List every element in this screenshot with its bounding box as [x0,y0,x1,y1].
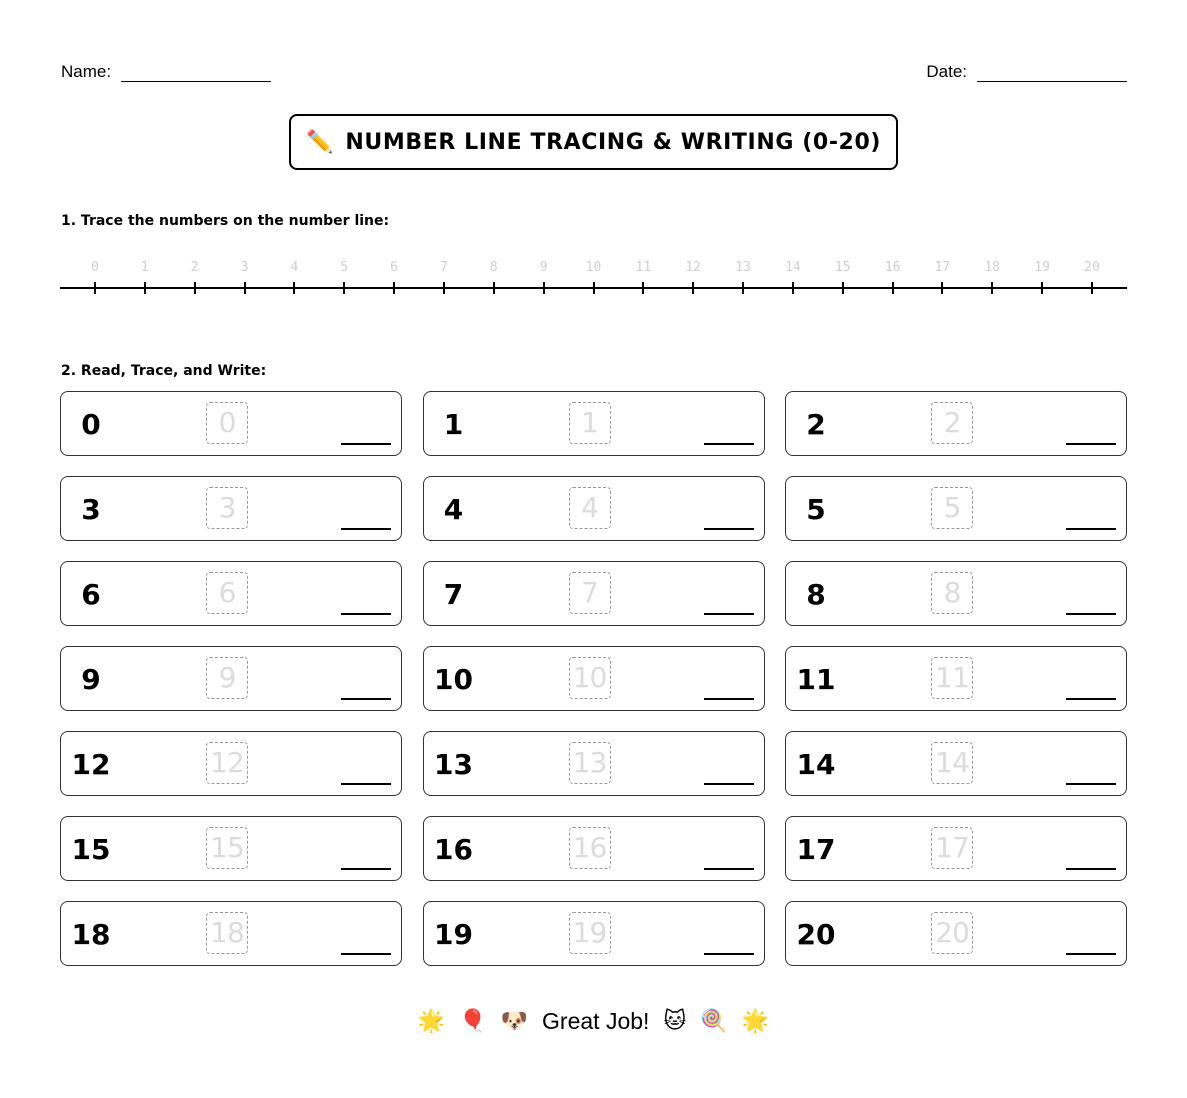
write-line[interactable] [341,953,391,955]
practice-card [60,561,402,626]
trace-box[interactable]: 17 [931,827,973,869]
write-line[interactable] [1066,613,1116,615]
number-line-tick [941,282,943,294]
number-line-tick [194,282,196,294]
number-line-tick-label: 11 [635,260,652,275]
write-line[interactable] [704,528,754,530]
number-line-tick-label: 2 [190,260,199,275]
number-line-tick-label: 9 [539,260,548,275]
write-line[interactable] [341,783,391,785]
number-line-tick-label: 0 [91,260,99,275]
number-line-tick-label: 5 [340,260,349,275]
write-line[interactable] [1066,443,1116,445]
number-line-tick [543,282,545,294]
practice-card [423,476,765,541]
number-display: 3 [81,493,101,526]
number-display: 11 [796,663,836,696]
number-line-tick [991,282,993,294]
trace-box[interactable]: 9 [206,657,248,699]
number-line-tick [343,282,345,294]
trace-box[interactable]: 14 [931,742,973,784]
practice-card [785,476,1127,541]
sparkle-star-icon: 🌟 [741,1009,770,1034]
number-display: 10 [434,663,473,696]
practice-card [785,731,1127,796]
write-line[interactable] [341,528,391,530]
trace-box[interactable]: 2 [931,402,973,444]
name-blank-line[interactable] [121,62,271,82]
pencil-icon: ✏️ [305,129,334,155]
number-line-tick [443,282,445,294]
number-display: 13 [434,748,473,781]
number-line-tick-label: 17 [934,260,951,275]
practice-card [60,816,402,881]
number-display: 7 [443,578,464,611]
number-display: 20 [796,918,836,951]
trace-box[interactable]: 6 [206,572,248,614]
number-line-tick [692,282,694,294]
number-line-tick [94,282,96,294]
number-line-tick [642,282,644,294]
trace-box[interactable]: 12 [206,742,248,784]
number-line-tick-label: 18 [984,260,1001,275]
trace-box[interactable]: 4 [569,487,611,529]
practice-card [423,731,765,796]
trace-box[interactable]: 13 [569,742,611,784]
practice-card [60,901,402,966]
date-blank-line[interactable] [977,62,1127,82]
number-display: 19 [434,918,473,951]
number-line-tick-label: 12 [685,260,702,275]
title-text: NUMBER LINE TRACING & WRITING (0-20) [345,129,882,155]
number-display: 16 [434,833,473,866]
number-line-tick-label: 10 [585,260,602,275]
write-line[interactable] [704,783,754,785]
number-line-tick [244,282,246,294]
number-display: 15 [71,833,111,866]
practice-card [785,646,1127,711]
sparkle-star-icon: 🌟 [417,1009,446,1034]
practice-card [60,731,402,796]
number-display: 0 [81,408,101,441]
number-line-tick-label: 16 [884,260,901,275]
write-line[interactable] [704,443,754,445]
great-job-text: Great Job! [542,1008,650,1034]
number-line-tick-label: 13 [735,260,751,275]
trace-box[interactable]: 1 [569,402,611,444]
number-line-tick [1041,282,1043,294]
cat-face-icon: 🐱 [663,1009,687,1034]
write-line[interactable] [704,868,754,870]
practice-card [60,646,402,711]
write-line[interactable] [341,443,391,445]
number-line-tick-label: 4 [290,260,299,275]
trace-box[interactable]: 3 [206,487,248,529]
number-display: 14 [796,748,836,781]
write-line[interactable] [1066,698,1116,700]
date-field [926,62,1127,82]
number-line-tick [144,282,146,294]
trace-box[interactable]: 16 [569,827,611,869]
trace-box[interactable]: 7 [569,572,611,614]
practice-card [423,901,765,966]
number-line-tick [842,282,844,294]
write-line[interactable] [704,953,754,955]
trace-box[interactable]: 15 [206,827,248,869]
practice-card [423,816,765,881]
practice-card [423,391,765,456]
trace-box[interactable]: 20 [931,912,973,954]
number-line-tick-label: 3 [240,260,249,275]
number-display: 5 [806,493,826,526]
number-line-tick [1091,282,1093,294]
number-display: 12 [71,748,111,781]
number-line-tick [892,282,894,294]
write-line[interactable] [704,613,754,615]
number-line-tick-label: 14 [785,260,801,275]
write-line[interactable] [341,868,391,870]
number-line-tick [593,282,595,294]
write-line[interactable] [341,613,391,615]
trace-box[interactable]: 19 [569,912,611,954]
worksheet-title [289,114,898,170]
header-row [61,62,1127,86]
name-label: Name: [61,62,112,81]
section-2-label: 2. Read, Trace, and Write: [61,363,267,379]
number-line-tick-label: 7 [440,260,448,275]
practice-card [785,561,1127,626]
balloon-icon: 🎈 [459,1009,487,1034]
trace-box[interactable]: 5 [931,487,973,529]
lollipop-icon: 🍭 [700,1009,728,1034]
footer-message [0,1008,1187,1035]
practice-card [423,646,765,711]
trace-box[interactable]: 0 [206,402,248,444]
number-line [60,258,1127,298]
number-line-tick-label: 1 [140,260,149,275]
write-line[interactable] [1066,953,1116,955]
number-line-tick-label: 20 [1084,260,1100,275]
trace-box[interactable]: 11 [931,657,973,699]
practice-grid [60,391,1127,966]
write-line[interactable] [1066,783,1116,785]
number-line-tick [293,282,295,294]
number-line-tick [393,282,395,294]
number-display: 4 [443,493,464,526]
date-label: Date: [926,62,967,81]
practice-card [60,391,402,456]
number-line-tick-label: 19 [1034,260,1050,275]
number-line-tick-label: 8 [489,260,498,275]
section-1-label: 1. Trace the numbers on the number line: [61,213,390,229]
number-display: 17 [796,833,836,866]
write-line[interactable] [1066,868,1116,870]
number-line-tick [742,282,744,294]
trace-box[interactable]: 18 [206,912,248,954]
number-display: 8 [806,578,826,611]
number-display: 9 [81,663,101,696]
number-display: 1 [443,408,464,441]
number-line-tick [493,282,495,294]
dog-face-icon: 🐶 [500,1009,529,1034]
name-field [61,62,271,82]
number-line-tick-label: 6 [390,260,398,275]
number-line-tick-label: 15 [834,260,851,275]
practice-card [785,816,1127,881]
practice-card [60,476,402,541]
practice-card [423,561,765,626]
trace-box[interactable]: 10 [569,657,611,699]
number-display: 6 [81,578,101,611]
write-line[interactable] [1066,528,1116,530]
number-line-tick [792,282,794,294]
write-line[interactable] [341,698,391,700]
practice-card [785,901,1127,966]
write-line[interactable] [704,698,754,700]
number-display: 2 [806,408,826,441]
number-display: 18 [71,918,111,951]
trace-box[interactable]: 8 [931,572,973,614]
practice-card [785,391,1127,456]
